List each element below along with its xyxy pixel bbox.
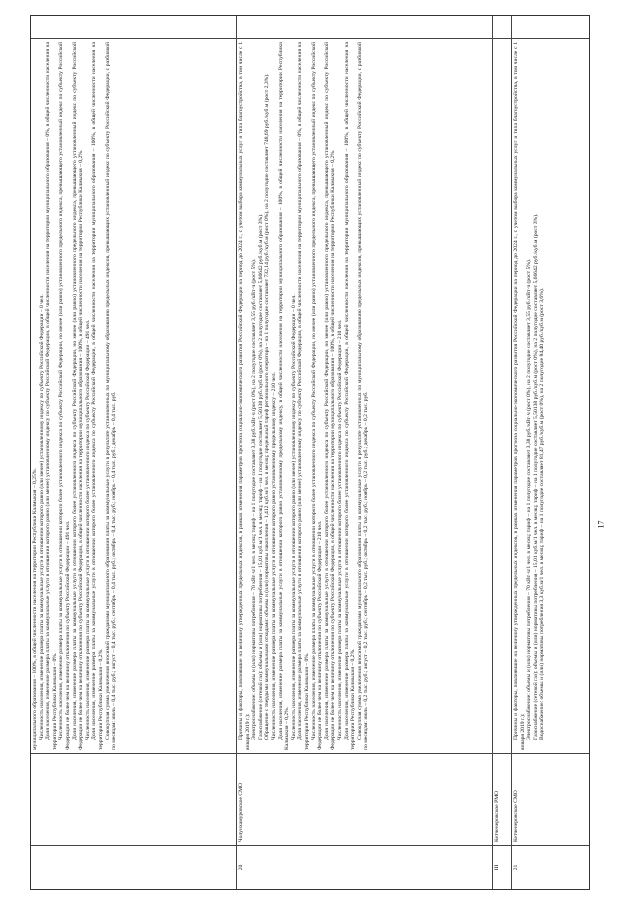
paragraph: Доля населения, изменение размера платы за коммунальные услуги в отношении которого равно установленному предельному индексу, в общей численности населения на территории муниципального образования – 100%, в общей численности населения на территории Республики Калмыкия – 0,2%. bbox=[277, 42, 291, 750]
description-cell bbox=[237, 38, 492, 753]
paragraph: Доля населения, изменение размера платы за коммунальные услуги в отношении которого более установленного индекса по субъекту Российской Федерации, в общей численности населения на территории муниципального образования – 100%, в общей численности населения на территории Республики Калмыкия – 0,2%. bbox=[91, 42, 104, 750]
section-header-row bbox=[493, 16, 512, 889]
municipality-name-cell: Кетченеровское СМО bbox=[512, 753, 589, 845]
municipality-name-cell: Чолунхамуровское СМО bbox=[237, 753, 492, 845]
paragraph: Доля населения, изменение размера платы за коммунальные услуги в отношении которого более установленного индекса по субъекту Российской Федерации, в общей численности населения на территории муниципального образования – 100%, в общей численности населения на территории Республики Калмыкия – 0,2%. bbox=[343, 42, 357, 750]
paragraph: Численность населения, изменение размера платы за коммунальные услуги в отношении которого более установленного индекса по субъекту Российской Федерации – 210 чел. bbox=[336, 319, 343, 740]
rotated-table-wrapper bbox=[30, 15, 590, 890]
paragraph: Совокупная сумма увеличения вносимой гражданами муниципального образования платы за коммунальные услуги в результате установленных по муниципальному образованию предельных индексов, превышающих установленный индекс по субъекту Российской Федерации, с разбивкой по месяцам: июль – 0,4 тыс. руб.; август – 0,4 тыс. руб.; сентябрь – 0,4 тыс. руб.; октябрь – 0,4 тыс. руб.; ноябрь – 0,4 тыс. руб.; декабрь – 0,4 тыс. руб. bbox=[104, 42, 118, 750]
paragraph: Доля населения, изменение размера платы за коммунальные услуги в отношении которого равно (или менее) установленному индексу по субъекту Российской Федерации, в общей численности населения на территории муниципального образования – 0%, в общей численности населения на территории Республики Калмыкия – 0%. bbox=[45, 42, 58, 750]
paragraph: Численность населения, изменение размера платы за коммунальные услуги в отношении которого более установленного индекса по субъекту Российской Федерации, но менее (или равно) установленного предельного индекса, превышающего установленный индекс по субъекту Российской Федерации не более чем на величину отклонения по субъекту Российской Федерации – 210 чел. bbox=[310, 42, 324, 750]
paragraph: Численность населения, изменение размера платы за коммунальные услуги в отношении которого равно (или менее) установленному индексу по субъекту Российской Федерации – 0 чел. bbox=[290, 294, 297, 740]
paragraph: Причины и факторы, повлиявшие на величину утвержденных предельных индексов, в рамках изменения параметров прогноза социально-экономического развития Российской Федерации на период до 2024 г., с учетом выбора коммунальных услуг и типа благоустройства, в том числе с 1 января 2019 г.): bbox=[238, 42, 251, 750]
municipal-index-table bbox=[30, 15, 590, 890]
paragraph: Численность населения, изменение размера платы за коммунальные услуги в отношении которого более установленного индекса по субъекту Российской Федерации, но менее (или равно) установленного предельного индекса, превышающего установленный индекс по субъекту Российской Федерации не более чем на величину отклонения по субъекту Российской Федерации – 491 чел. bbox=[58, 42, 71, 750]
description-cell bbox=[31, 38, 236, 753]
paragraph: Обращение с твердыми коммунальными отходами: объемы и (или) нормативы накопления – 1,412 куб.м/1 чел. в месяц; предельный тариф регионального оператора – на 1 полугодие составляет 732,14 руб./куб.м (рост 0%), на 2 полугодие составляет 748,69 руб./куб.м (рост 2,3%). bbox=[264, 73, 271, 740]
paragraph: Доля населения, изменение размера платы за коммунальные услуги в отношении которого более установленного индекса по субъекту Российской Федерации, но менее (или равно) установленного предельного индекса, превышающего установленный индекс по субъекту Российской Федерации не более чем на величину отклонения по субъекту Российской Федерации, в общей численности населения на территории муниципального образования – 100%, в общей численности населения на территории Республики Калмыкия – 0,2%. bbox=[323, 42, 337, 750]
empty-cell bbox=[512, 16, 589, 38]
paragraph: Электроснабжение: объемы и (или) нормативы потребления – 70 кВт·ч/1 чел. в месяц; тариф – на 1 полугодие составляет 3,38 руб./кВт·ч (рост 0%), на 2 полугодие составляет 3,55 руб./кВт·ч (рост 5%). bbox=[251, 258, 258, 740]
table-row bbox=[237, 16, 493, 889]
paragraph: Доля населения, изменение размера платы за коммунальные услуги в отношении которого более установленного индекса по субъекту Российской Федерации, но менее (или равно) установленного предельного индекса, превышающего установленный индекс по субъекту Российской Федерации не более чем на величину отклонения по субъекту Российской Федерации, в общей численности населения на территории муниципального образования – 100%, в общей численности населения на территории Республики Калмыкия – 0,2%. bbox=[71, 42, 85, 750]
table-row bbox=[512, 16, 589, 889]
table-row bbox=[31, 16, 237, 889]
page-number: 17 bbox=[596, 520, 606, 529]
row-number-cell bbox=[31, 845, 236, 889]
paragraph: Численность населения, изменение размера платы за коммунальные услуги в отношении которого более установленного индекса по субъекту Российской Федерации – 491 чел. bbox=[84, 319, 91, 740]
empty-cell bbox=[31, 16, 236, 38]
section-number-cell: III bbox=[493, 845, 511, 889]
row-number-cell: 21 bbox=[512, 845, 589, 889]
paragraph: Совокупная сумма увеличения вносимой гражданами муниципального образования платы за коммунальные услуги в результате установленных по муниципальному образованию предельных индексов, превышающих установленный индекс по субъекту Российской Федерации, с разбивкой по месяцам: июль – 0,2 тыс. руб.; август – 0,2 тыс. руб.; сентябрь – 0,2 тыс. руб.; октябрь – 0,2 тыс. руб.; ноябрь – 0,2 тыс. руб.; декабрь – 0,2 тыс. руб. bbox=[356, 42, 370, 750]
paragraph: Водоснабжение: объемы и (или) нормативы потребления 3,3 куб.м/1 чел. в месяц; тариф – на 1 полугодие составляет 81,47 руб./куб.м (рост 0%), на 2 полугодие 84,40 руб./куб.м (рост 3,6%). bbox=[539, 287, 546, 740]
paragraph: Доля населения, изменение размера платы за коммунальные услуги в отношении которого равно (или менее) установленному индексу по субъекту Российской Федерации, в общей численности населения на территории муниципального образования – 0%, в общей численности населения на территории Республики Калмыкия – 0%. bbox=[297, 42, 310, 750]
description-cell bbox=[493, 38, 511, 753]
section-name-cell: Кетченеровское РМО bbox=[493, 753, 511, 845]
paragraph: Численность населения, изменение размера платы за коммунальные услуги в отношении которого равно (или менее) установленному индексу по субъекту Российской Федерации – 0 чел. bbox=[38, 294, 45, 740]
row-number-cell: 20 bbox=[237, 845, 492, 889]
paragraph: Численность населения, изменение размера платы за коммунальные услуги в отношении которого равно установленному предельному индексу – 210 чел. bbox=[270, 372, 277, 740]
paragraph: Причины и факторы, повлиявшие на величину утвержденных предельных индексов, в рамках изменения параметров прогноза социально-экономического развития Российской Федерации на период до 2024 г., с учетом выбора коммунальных услуг и типа благоустройства, в том числе с 1 января 2019 г.): bbox=[513, 42, 526, 750]
paragraph: муниципального образования – 100%, в общей численности населения на территории Республики Калмыкия – 0,25%. bbox=[32, 468, 38, 750]
municipality-name-cell bbox=[31, 753, 236, 845]
paragraph: Газоснабжение (сетевой газ): объемы и (или) нормативы потребления – 15,01 куб.м/1 чел. в месяц; тариф – на 1 полугодие составляет 5,50138 руб./куб.м (рост 0%), на 2 полугодие составляет 5,66642 руб./куб.м (рост 3%). bbox=[532, 213, 539, 740]
paragraph: Газоснабжение (сетевой газ): объемы и (или) нормативы потребления – 15,01 куб.м/1 чел. в месяц; тариф – на 1 полугодие составляет 5,50138 руб./куб.м (рост 0%), на 2 полугодие составляет 5,66642 руб./куб.м (рост 3%). bbox=[257, 213, 264, 740]
empty-cell bbox=[493, 16, 511, 38]
paragraph: Электроснабжение: объемы и (или) нормативы потребления – 70 кВт·ч/1 чел. в месяц; тариф – на 1 полугодие составляет 3,38 руб./кВт·ч (рост 0%), на 2 полугодие составляет 3,55 руб./кВт·ч (рост 5%). bbox=[526, 258, 533, 740]
description-cell bbox=[512, 38, 589, 753]
empty-cell bbox=[237, 16, 492, 38]
